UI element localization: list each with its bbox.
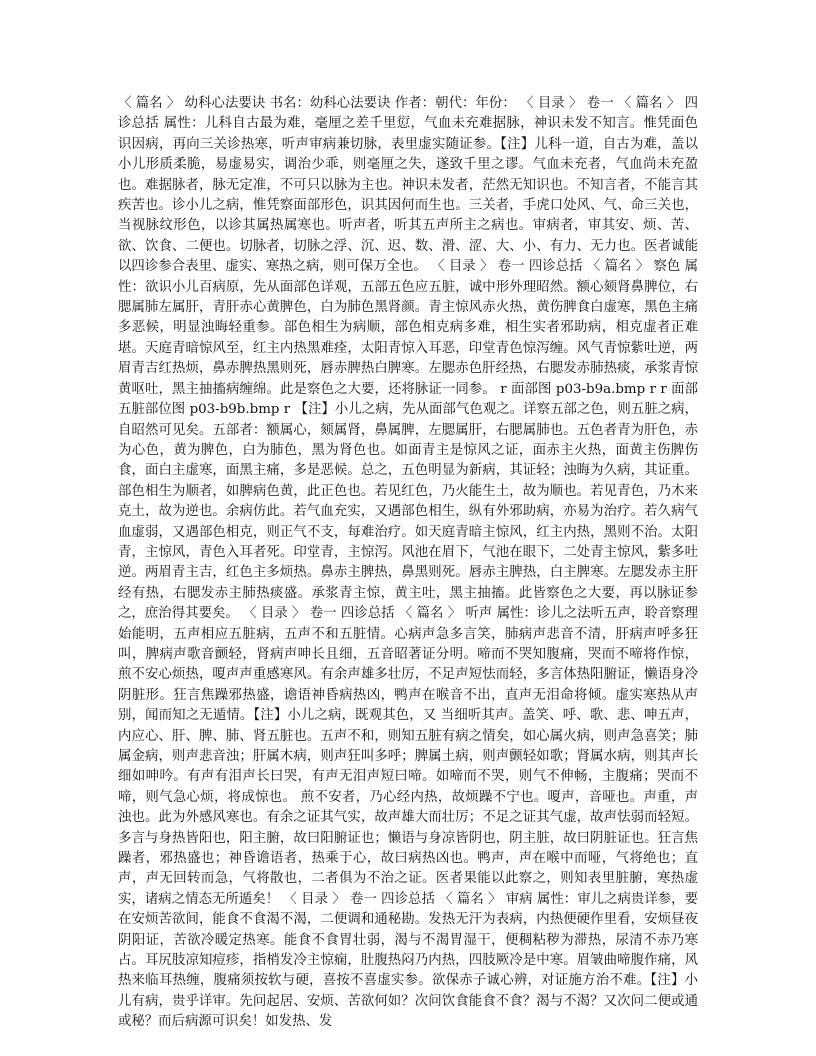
document-page: [118, 94, 698, 1033]
document-body-text: 〈 篇名 〉 幼科心法要诀 书名：幼科心法要诀 作者：朝代：年份： 〈 目录 〉 卷一 〈 篇名 〉 四诊总括 属性：儿科自古最为难，毫厘之差千里愆，气血未充难据脉，神识未发不知言。惟凭面色识因病，再向三关诊热寒，听声审病兼切脉，表里虚实随证参。【注】儿科一道，自古为难，盖以小儿形质柔脆，易虚易实，调治少乖，则毫厘之失，遂致千里之谬。气血未充者，气血尚未充盈也。难据脉者，脉无定准，不可只以脉为主也。神识未发者，茫然无知识也。不知言者，不能言其疾苦也。诊小儿之病，惟凭察面部形色，识其因何而生也。三关者，手虎口处风、气、命三关也，当视脉纹形色，以诊其属热属寒也。听声者，听其五声所主之病也。审病者，审其安、烦、苦、欲、饮食、二便也。切脉者，切脉之浮、沉、迟、数、滑、涩、大、小、有力、无力也。医者诚能以四诊参合表里、虚实、寒热之病，则可保万全也。 〈 目录 〉 卷一 四诊总括 〈 篇名 〉 察色 属性：欲识小儿百病原，先从面部色详观，五部五色应五脏，诚中形外理昭然。额心颏肾鼻脾位，右腮属肺左属肝，青肝赤心黄脾色，白为肺色黑肾颜。青主惊风赤火热，黄伤脾食白虚寒，黑色主痛多恶候，明显浊晦轻重参。部色相生为病顺，部色相克病多难，相生实者邪助病，相克虚者正难堪。天庭青暗惊风至，红主内热黑难痊，太阳青惊入耳恶，印堂青色惊泻缠。风气青惊紫吐逆，两眉青吉红热烦，鼻赤脾热黑则死，唇赤脾热白脾寒。左腮赤色肝经热，右腮发赤肺热痰，承浆青惊黄呕吐，黑主抽搐病缠绵。此是察色之大要，还将脉证一同参。 r 面部图 p03-b9a.bmp r r 面部五脏部位图 p03-b9b.bmp r 【注】小儿之病，先从面部气色观之。详察五部之色，则五脏之病，自昭然可见矣。五部者：额属心，颏属肾，鼻属脾，左腮属肝，右腮属肺也。五色者青为肝色，赤为心色，黄为脾色，白为肺色，黑为肾色也。如面青主是惊风之证，面赤主火热，面黄主伤脾伤食，面白主虚寒，面黑主痛，多是恶候。总之，五色明显为新病，其证轻；浊晦为久病，其证重。部色相生为顺者，如脾病色黄，此正色也。若见红色，乃火能生土，故为顺也。若见青色，乃木来克土，故为逆也。余病仿此。若气血充实，又遇部色相生，纵有外邪助病，亦易为治疗。若久病气血虚弱，又遇部色相克，则正气不支，每难治疗。如天庭青暗主惊风，红主内热，黑则不治。太阳青，主惊风，青色入耳者死。印堂青，主惊泻。风池在眉下，气池在眼下，二处青主惊风，紫多吐逆。两眉青主吉，红色主多烦热。鼻赤主脾热，鼻黑则死。唇赤主脾热，白主脾寒。左腮发赤主肝经有热，右腮发赤主肺热痰盛。承浆青主惊，黄主吐，黑主抽搐。此皆察色之大要，再以脉证参之，庶治得其要矣。 〈 目录 〉 卷一 四诊总括 〈 篇名 〉 听声 属性：诊儿之法听五声，聆音察理始能明，五声相应五脏病，五声不和五脏情。心病声急多言笑，肺病声悲音不清，肝病声呼多狂叫，脾病声歌音颤轻，肾病声呻长且细，五音昭著证分明。啼而不哭知腹痛，哭而不啼将作惊， 煎不安心烦热，嗄声声重感寒风。有余声雄多壮厉，不足声短怯而轻，多言体热阳腑证，懒语身冷阴脏形。狂言焦躁邪热盛，谵语神昏病热凶，鸭声在喉音不出，直声无泪命将倾。虚实寒热从声别，闻而知之无遁情。【注】小儿之病，既观其色，又 当细听其声。盖笑、呼、歌、悲、呻五声，内应心、肝、脾、肺、肾五脏也。五声不和，则知五脏有病之情矣，如心属火病，则声急喜笑；肺属金病，则声悲音浊；肝属木病，则声狂叫多呼；脾属土病，则声颤轻如歌；肾属水病，则其声长细如呻吟。有声有泪声长曰哭，有声无泪声短曰啼。如啼而不哭，则气不伸畅，主腹痛；哭而不啼，则气急心烦，将成惊也。 煎不安者，乃心经内热，故烦躁不宁也。嗄声，音哑也。声重，声浊也。此为外感风寒也。有余之证其气实，故声雄大而壮厉；不足之证其气虚，故声怯弱而轻短。多言与身热皆阳也，阳主腑，故曰阳腑证也；懒语与身凉皆阴也，阴主脏，故曰阴脏证也。狂言焦躁者，邪热盛也；神昏谵语者，热乘于心，故曰病热凶也。鸭声，声在喉中而哑，气将绝也；直声，声无回转而急，气将散也，二者俱为不治之证。医者果能以此察之，则知表里脏腑，寒热虚实，诸病之情态无所遁矣！ 〈 目录 〉 卷一 四诊总括 〈 篇名 〉 审病 属性：审儿之病贵详参，要在安烦苦欲间，能食不食渴不渴，二便调和通秘勘。发热无汗为表病，内热便硬作里看，安烦昼夜阴阳证，苦欲冷暖定热寒。能食不食胃壮弱，渴与不渴胃湿干，便稠粘秽为滞热，尿清不赤乃寒占。耳尻肢凉知痘疹，指梢发冷主惊痫，肚腹热闷乃内热，四肢厥冷是中寒。眉皱曲啼腹作痛，风热来临耳热缠，腹痛须按软与硬，喜按不喜虚实参。欲保赤子诚心辨，对证施方治不难。【注】小儿有病，贵乎详审。先问起居、安烦、苦欲何如？次问饮食能食不食？渴与不渴？又次问二便或通或秘？而后病源可识矣！如发热、发: [118, 96, 698, 1030]
